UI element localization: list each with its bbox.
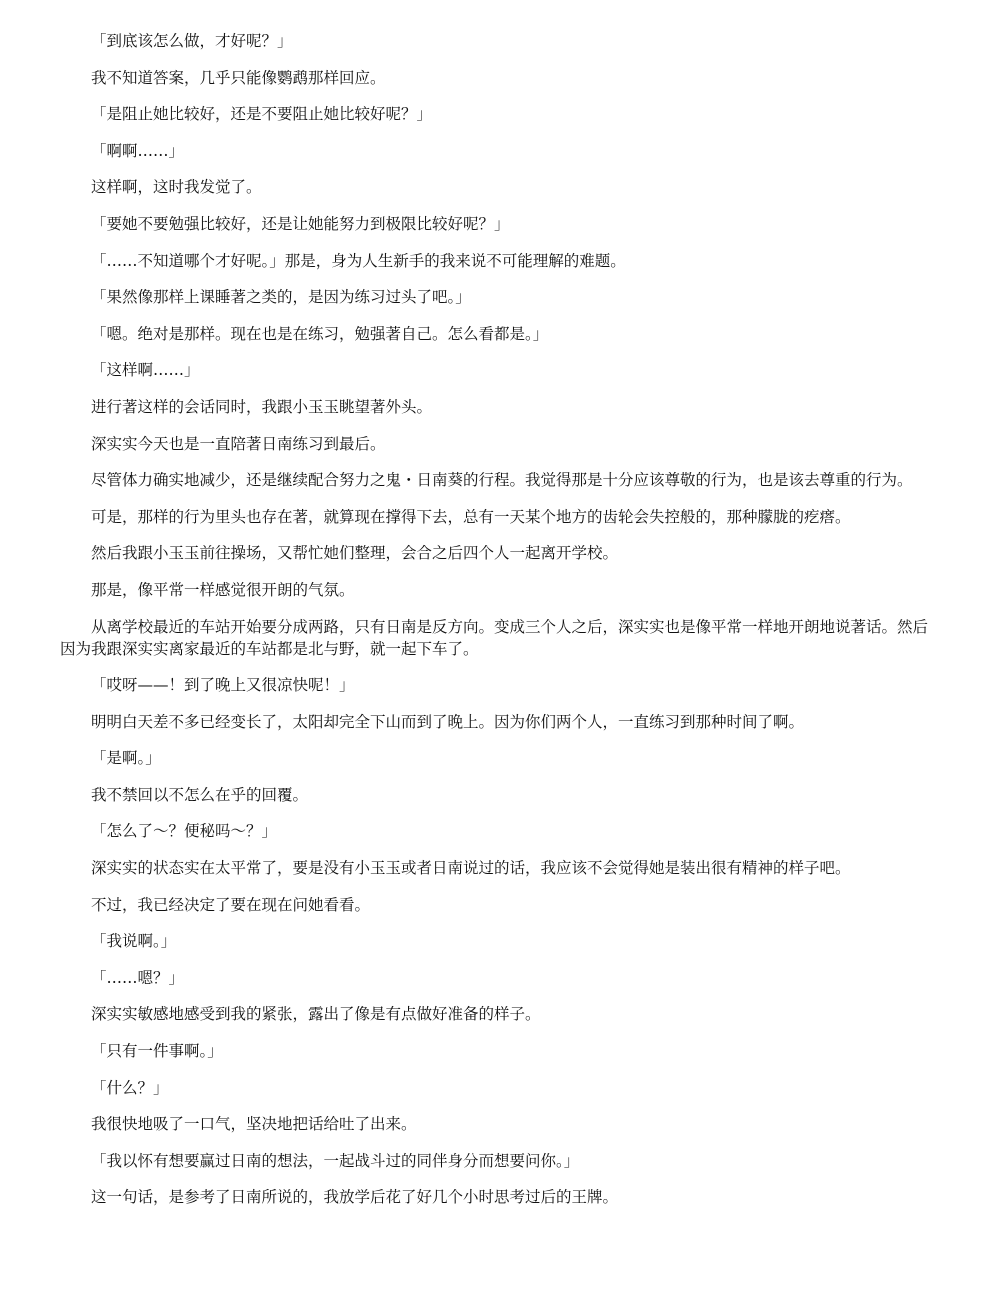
paragraph: 深实实今天也是一直陪著日南练习到最后。 [91, 434, 386, 453]
paragraph: 「我说啊。」 [91, 932, 177, 951]
paragraph: 这样啊，这时我发觉了。 [91, 178, 262, 197]
paragraph: 不过，我已经决定了要在现在问她看看。 [91, 895, 371, 914]
paragraph: 「怎么了～？便秘吗～？」 [91, 822, 278, 841]
paragraph: 「是啊。」 [91, 749, 161, 768]
paragraph: 我不知道答案，几乎只能像鹦鹉那样回应。 [91, 68, 386, 87]
paragraph: 「……嗯？」 [91, 968, 185, 987]
paragraph: 我很快地吸了一口气，坚决地把话给吐了出来。 [91, 1115, 417, 1134]
paragraph: 明明白天差不多已经变长了，太阳却完全下山而到了晚上。因为你们两个人，一直练习到那种时间了啊。 [91, 712, 805, 731]
paragraph: 「嗯。绝对是那样。现在也是在练习，勉强著自己。怎么看都是。」 [91, 324, 549, 343]
document-page [60, 30, 940, 1223]
paragraph: 「这样啊……」 [91, 361, 200, 380]
paragraph: 尽管体力确实地减少，还是继续配合努力之鬼・日南葵的行程。我觉得那是十分应该尊敬的行为，也是该去尊重的行为。 [91, 471, 913, 490]
paragraph: 「只有一件事啊。」 [91, 1042, 223, 1061]
paragraph: 深实实敏感地感受到我的紧张，露出了像是有点做好准备的样子。 [91, 1005, 541, 1024]
paragraph: 「到底该怎么做，才好呢？」 [91, 32, 293, 50]
paragraph: 「……不知道哪个才好呢。」那是，身为人生新手的我来说不可能理解的难题。 [91, 251, 626, 270]
paragraph: 「是阻止她比较好，还是不要阻止她比较好呢？」 [91, 105, 433, 124]
paragraph: 我不禁回以不怎么在乎的回覆。 [91, 785, 309, 804]
paragraph: 可是，那样的行为里头也存在著，就算现在撑得下去，总有一天某个地方的齿轮会失控般的，那种朦胧的疙瘩。 [91, 507, 851, 526]
paragraph: 深实实的状态实在太平常了，要是没有小玉玉或者日南说过的话，我应该不会觉得她是装出很有精神的样子吧。 [91, 859, 851, 878]
paragraph: 「要她不要勉强比较好，还是让她能努力到极限比较好呢？」 [91, 214, 510, 233]
paragraph: 然后我跟小玉玉前往操场，又帮忙她们整理，会合之后四个人一起离开学校。 [91, 544, 619, 563]
paragraph: 进行著这样的会话同时，我跟小玉玉眺望著外头。 [91, 397, 433, 416]
paragraph: 「啊啊……」 [91, 141, 185, 160]
paragraph: 从离学校最近的车站开始要分成两路，只有日南是反方向。变成三个人之后，深实实也是像平常一样地开朗地说著话。然后因为我跟深实实离家最近的车站都是北与野，就一起下车了。 [60, 617, 929, 658]
paragraph: 「果然像那样上课睡著之类的，是因为练习过头了吧。」 [91, 288, 471, 307]
paragraph: 「哎呀——！到了晚上又很凉快呢！」 [91, 676, 355, 695]
paragraph: 这一句话，是参考了日南所说的，我放学后花了好几个小时思考过后的王牌。 [91, 1188, 619, 1207]
paragraph: 「我以怀有想要赢过日南的想法，一起战斗过的同伴身分而想要问你。」 [91, 1151, 580, 1170]
paragraph: 那是，像平常一样感觉很开朗的气氛。 [91, 580, 355, 599]
paragraph: 「什么？」 [91, 1078, 169, 1097]
